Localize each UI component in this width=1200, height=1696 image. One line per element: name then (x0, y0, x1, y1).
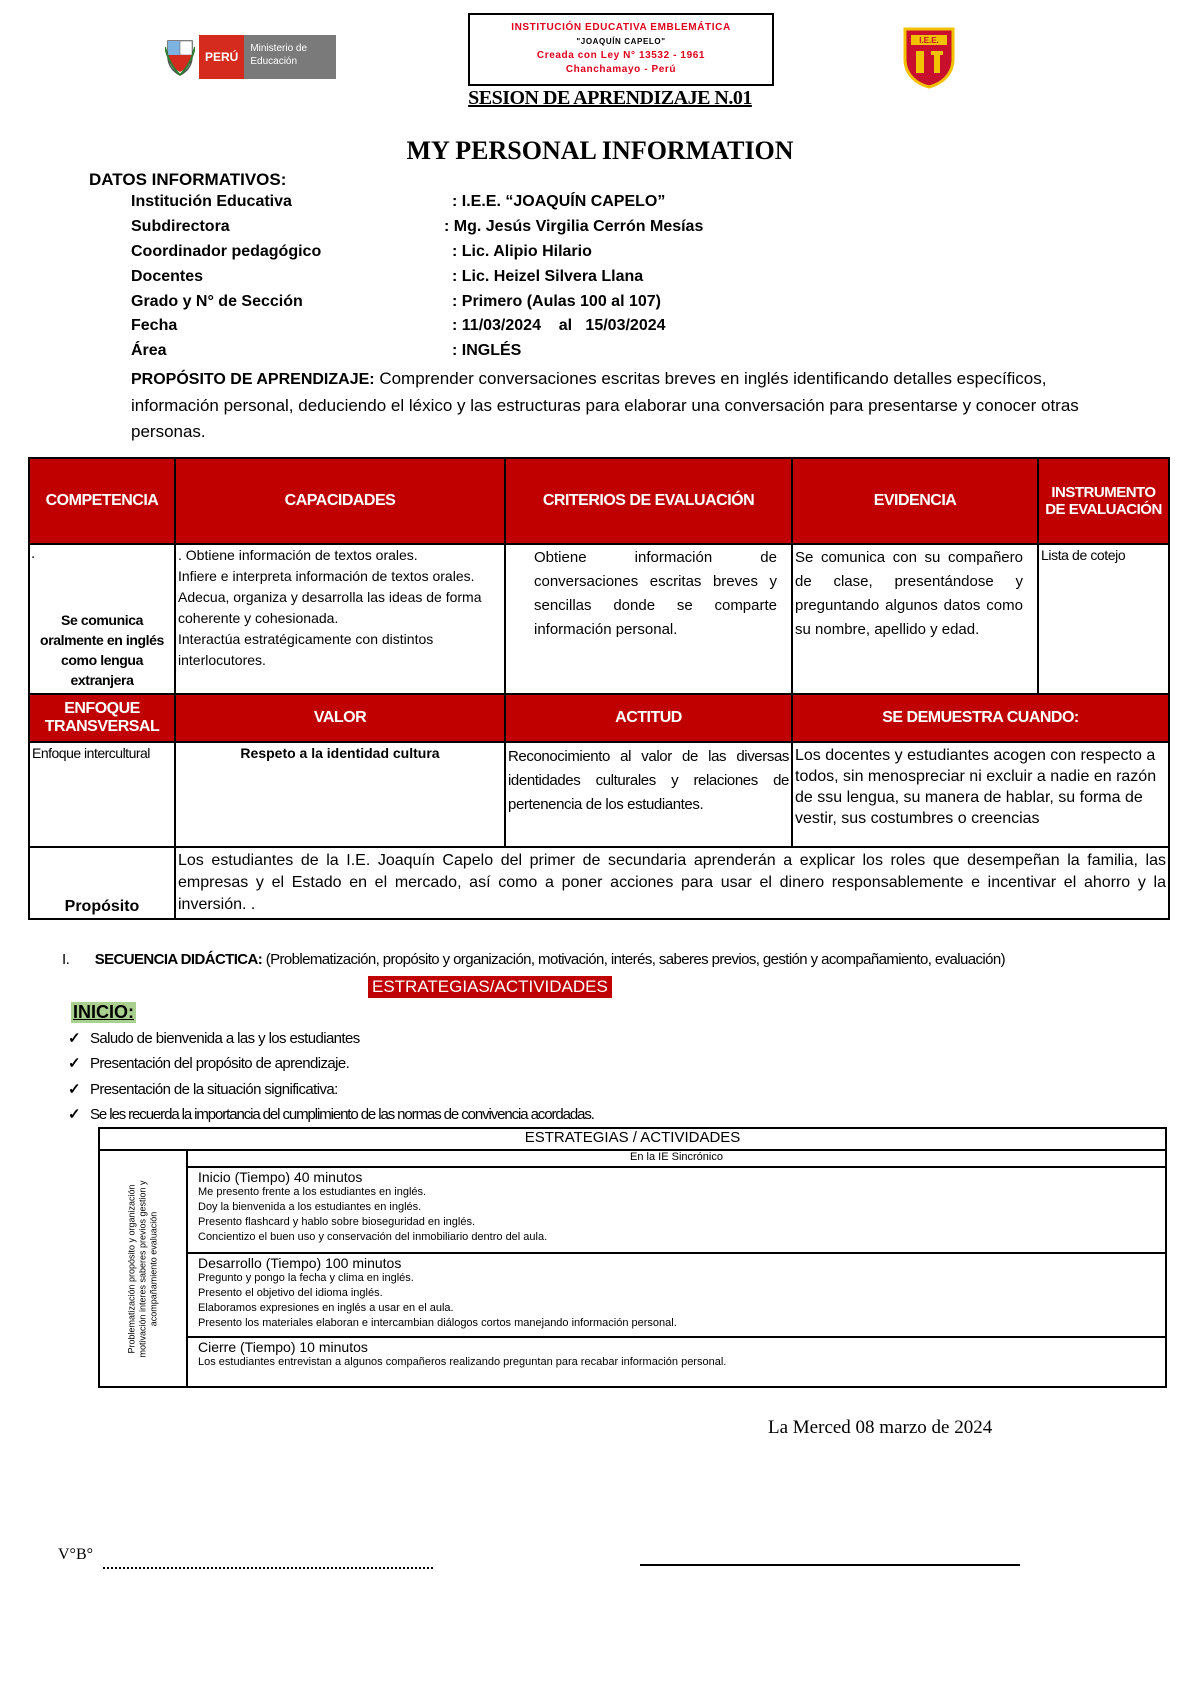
competencia-text: Se comunica oralmente en inglés como lengua extranjera (40, 612, 164, 688)
secuencia-subtitle: (Problematización, propósito y organización, motivación, interés, saberes previos, gestión y acompañamiento, evaluación) (262, 951, 1005, 968)
header-capacidades: CAPACIDADES (175, 458, 505, 544)
info-value-subdirectora: : Mg. Jesús Virgilia Cerrón Mesías (444, 218, 704, 235)
criterio-cell: Obtiene información de conversaciones escritas breves y sencillas donde se comparte información personal. (505, 544, 792, 694)
phase-step: Doy la bienvenida a los estudiantes en inglés. (198, 1201, 422, 1213)
competencia-cell (29, 544, 175, 694)
proposito-text: Comprender conversaciones escritas breves en inglés identificando detalles específicos, información personal, deduciendo el léxico y las estructuras para elaborar una conversación para presentarse y conocer otras personas. (131, 369, 1079, 441)
proposito-aprendizaje (131, 366, 1111, 445)
phase-step: Presento el objetivo del idioma inglés. (198, 1287, 383, 1299)
estrategias-table (98, 1127, 1167, 1388)
header-enfoque: ENFOQUE TRANSVERSAL (29, 694, 175, 742)
check-item (68, 1080, 338, 1098)
header-valor: VALOR (175, 694, 505, 742)
header-competencia: COMPETENCIA (29, 458, 175, 544)
info-label-fecha: Fecha (131, 317, 178, 334)
capacidades-cell (175, 544, 505, 694)
proposito-cell: Los estudiantes de la I.E. Joaquín Capelo del primer de secundaria aprenderán a explicar los roles que desempeñan la familia, las empresas y el Estado en el mercado, así como a poner acciones para usar el dinero responsablemente e incentivar el ahorro y la inversión. . (175, 847, 1169, 919)
check-item (68, 1029, 360, 1047)
school-header-box (468, 13, 774, 86)
estrategias-title: ESTRATEGIAS / ACTIVIDADES (99, 1128, 1166, 1150)
estrategias-subheader: En la IE Sincrónico (187, 1150, 1166, 1167)
evidencia-cell: Se comunica con su compañero de clase, presentándose y preguntando algunos datos como su nombre, apellido y edad. (792, 544, 1038, 694)
info-value-docentes: : Lic. Heizel Silvera Llana (452, 268, 644, 285)
signature-line (640, 1564, 1020, 1566)
vb-label: V°B° (58, 1546, 94, 1563)
info-value-institucion: : I.E.E. “JOAQUÍN CAPELO” (452, 193, 666, 210)
session-title: SESION DE APRENDIZAJE N.01 (468, 87, 752, 109)
checkmark-icon: ✓ (68, 1106, 80, 1123)
info-label-area: Área (131, 342, 167, 359)
capacidad-item: . Obtiene información de textos orales. (178, 547, 418, 563)
info-label-docentes: Docentes (131, 268, 204, 285)
valor-cell: Respeto a la identidad cultura (175, 742, 505, 847)
school-crest-logo (903, 27, 955, 89)
check-item-text: Presentación de la situación significativa: (90, 1081, 338, 1098)
info-value-fecha: : 11/03/2024 al 15/03/2024 (452, 317, 666, 334)
header-evidencia: EVIDENCIA (792, 458, 1038, 544)
secuencia-title (62, 951, 1005, 968)
vertical-label: Problematización propósito y organización motivación interes saberes previos gestion y acompañamiento evaluación (126, 1179, 159, 1358)
vertical-label-cell (99, 1150, 187, 1387)
enfoque-cell: Enfoque intercultural (29, 742, 175, 847)
checkmark-icon: ✓ (68, 1030, 80, 1047)
check-item-text: Presentación del propósito de aprendizaje. (90, 1055, 350, 1072)
demuestra-cell: Los docentes y estudiantes acogen con respecto a todos, sin menospreciar ni excluir a nadie en razón de ssu lengua, su manera de hablar, su forma de vestir, sus costumbres o creencias (792, 742, 1169, 847)
check-item (68, 1105, 594, 1123)
school-line-1: INSTITUCIÓN EDUCATIVA EMBLEMÁTICA (511, 22, 731, 33)
phase-step: Presento flashcard y hablo sobre bioseguridad en inglés. (198, 1216, 476, 1228)
phase-cierre (187, 1337, 1166, 1387)
checkmark-icon: ✓ (68, 1055, 80, 1072)
school-line-3: Creada con Ley N° 13532 - 1961 (536, 50, 706, 61)
competencias-table (28, 457, 1170, 920)
header-actitud: ACTITUD (505, 694, 792, 742)
phase-title: Desarrollo (Tiempo) 100 minutos (198, 1255, 402, 1271)
check-item-text: Saludo de bienvenida a las y los estudiantes (90, 1030, 360, 1047)
phase-step: Elaboramos expresiones en inglés a usar en el aula. (198, 1302, 454, 1314)
header-instrumento: INSTRUMENTO DE EVALUACIÓN (1038, 458, 1169, 544)
phase-step: Me presento frente a los estudiantes en inglés. (198, 1186, 427, 1198)
phase-step: Pregunto y pongo la fecha y clima en inglés. (198, 1272, 414, 1284)
proposito-label: PROPÓSITO DE APRENDIZAJE: (131, 371, 375, 388)
estrategias-badge: ESTRATEGIAS/ACTIVIDADES (368, 976, 612, 998)
header-se-demuestra: SE DEMUESTRA CUANDO: (792, 694, 1169, 742)
datos-title: DATOS INFORMATIVOS: (89, 170, 287, 189)
ministry-label: Ministerio de Educación (244, 35, 336, 79)
inicio-label: INICIO: (73, 1002, 134, 1022)
info-label-institucion: Institución Educativa (131, 193, 292, 210)
instrumento-cell: Lista de cotejo (1038, 544, 1169, 694)
place-date: La Merced 08 marzo de 2024 (768, 1417, 993, 1438)
secuencia-label: SECUENCIA DIDÁCTICA: (94, 951, 263, 968)
phase-inicio (187, 1167, 1166, 1253)
info-label-coordinador: Coordinador pedagógico (131, 243, 322, 260)
actitud-cell: Reconocimiento al valor de las diversas identidades culturales y relaciones de pertenencia de los estudiantes. (505, 742, 792, 847)
proposito-label-cell: Propósito (29, 847, 175, 919)
check-item-text: Se les recuerda la importancia del cumplimiento de las normas de convivencia acordadas. (90, 1106, 594, 1123)
main-title: MY PERSONAL INFORMATION (406, 136, 794, 165)
info-value-area: : INGLÉS (452, 342, 522, 359)
phase-title: Inicio (Tiempo) 40 minutos (198, 1169, 363, 1185)
secuencia-numeral: I. (62, 951, 70, 968)
phase-step: Presento los materiales elaboran e intercambian diálogos cortos manejando información personal. (198, 1317, 677, 1329)
phase-title: Cierre (Tiempo) 10 minutos (198, 1339, 368, 1355)
info-label-subdirectora: Subdirectora (131, 218, 230, 235)
phase-step: Concientizo el buen uso y conservación del inmobiliario dentro del aula. (198, 1231, 548, 1243)
capacidad-item: Interactúa estratégicamente con distintos interlocutores. (178, 631, 434, 668)
peru-shield-icon (165, 37, 195, 77)
school-line-2: "JOAQUÍN CAPELO" (576, 37, 666, 46)
competencia-dot: . (31, 545, 36, 562)
vb-signature-line (103, 1567, 433, 1569)
checkmark-icon: ✓ (68, 1081, 80, 1098)
capacidad-item: Infiere e interpreta información de textos orales. (178, 568, 475, 584)
peru-label: PERÚ (199, 35, 244, 79)
school-line-4: Chanchamayo - Perú (565, 64, 677, 75)
info-label-grado: Grado y N° de Sección (131, 293, 303, 310)
header-criterios: CRITERIOS DE EVALUACIÓN (505, 458, 792, 544)
phase-desarrollo (187, 1253, 1166, 1337)
capacidad-item: Adecua, organiza y desarrolla las ideas de forma coherente y cohesionada. (178, 589, 482, 626)
phase-step: Los estudiantes entrevistan a algunos compañeros realizando preguntan para recabar información personal. (198, 1356, 727, 1368)
crest-text: I.E.E. (919, 36, 939, 45)
check-item (68, 1054, 349, 1072)
minedu-logo (165, 33, 340, 81)
info-value-coordinador: : Lic. Alipio Hilario (452, 243, 592, 260)
info-value-grado: : Primero (Aulas 100 al 107) (452, 293, 661, 310)
